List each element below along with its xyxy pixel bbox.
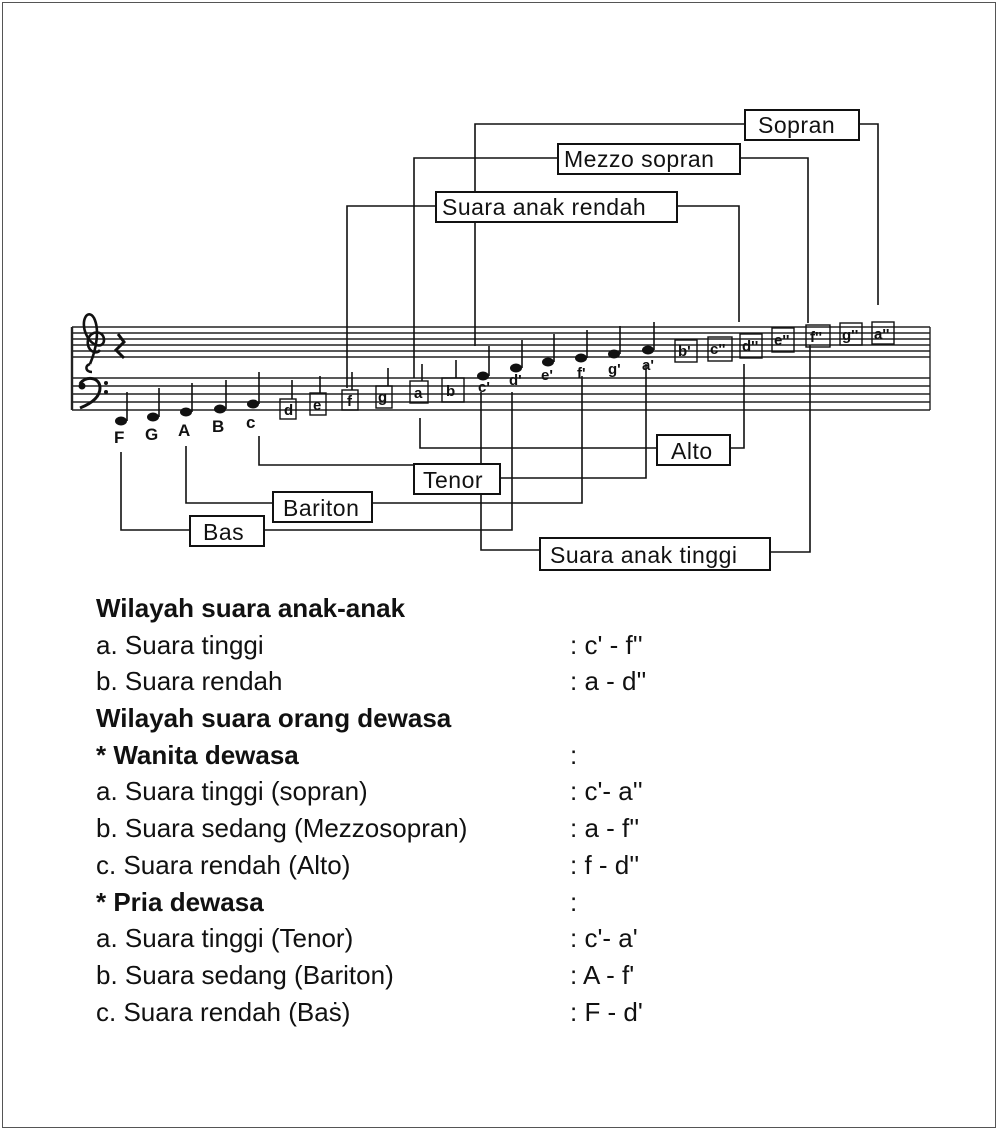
voice-box-suara-anak-rendah bbox=[436, 192, 677, 222]
legend-row-range: : bbox=[570, 886, 578, 917]
legend-row bbox=[96, 810, 796, 847]
note-label-c: c bbox=[246, 413, 256, 432]
note-label-g: g bbox=[378, 389, 388, 406]
note-label-g2: g'' bbox=[842, 327, 859, 344]
legend-row-label: Wilayah suara orang dewasa bbox=[96, 703, 452, 734]
rest-icon bbox=[116, 334, 124, 358]
legend-row-range: : bbox=[570, 739, 578, 770]
note-label-d2: d'' bbox=[742, 338, 759, 355]
note-label-c1: c' bbox=[478, 379, 490, 396]
svg-text:Alto: Alto bbox=[671, 438, 713, 464]
legend-row bbox=[96, 627, 796, 664]
legend-row bbox=[96, 773, 796, 810]
voice-box-mezzo-sopran bbox=[558, 144, 740, 174]
bass-clef-icon bbox=[79, 378, 109, 408]
legend-row-range: : c'- a'' bbox=[570, 776, 643, 807]
legend-row bbox=[96, 920, 796, 957]
treble-staff bbox=[72, 327, 930, 357]
note-label-g1: g' bbox=[608, 361, 621, 378]
note-label-d1: d' bbox=[509, 372, 522, 389]
legend-row bbox=[96, 847, 796, 884]
legend-row-range: : a - d'' bbox=[570, 666, 647, 697]
legend-row-label: b. Suara sedang (Mezzosopran) bbox=[96, 813, 468, 844]
voice-box-sopran bbox=[745, 110, 859, 140]
legend-row-range: : F - d' bbox=[570, 996, 643, 1027]
treble-clef-icon bbox=[84, 314, 104, 372]
legend-row bbox=[96, 590, 796, 627]
legend-row-label: c. Suara rendah (Baṡ) bbox=[96, 996, 351, 1027]
note-label-f2: f'' bbox=[810, 329, 823, 346]
note-label-e: e bbox=[313, 397, 322, 414]
voice-range-legend bbox=[96, 590, 796, 1030]
legend-row-range: : a - f'' bbox=[570, 813, 640, 844]
legend-row-label: c. Suara rendah (Alto) bbox=[96, 849, 351, 880]
legend-row-label: * Pria dewasa bbox=[96, 886, 264, 917]
note-label-c2: c'' bbox=[710, 341, 726, 358]
legend-row-range: : f - d'' bbox=[570, 849, 640, 880]
legend-row-label: Wilayah suara anak-anak bbox=[96, 593, 406, 623]
legend-row-label: b. Suara rendah bbox=[96, 666, 283, 697]
note-label-a: a bbox=[414, 385, 423, 402]
bass-low-notes bbox=[115, 372, 259, 426]
voice-box-bas bbox=[190, 516, 264, 546]
note-label-A: A bbox=[178, 421, 191, 440]
voice-box-alto bbox=[657, 435, 730, 465]
legend-row-range: : c'- a' bbox=[570, 923, 638, 954]
svg-text:Bariton: Bariton bbox=[283, 495, 360, 521]
svg-text:Tenor: Tenor bbox=[423, 467, 484, 493]
note-label-e1: e' bbox=[541, 367, 553, 384]
note-label-d: d bbox=[284, 402, 294, 419]
note-label-F: F bbox=[114, 428, 125, 447]
legend-row-label: a. Suara tinggi bbox=[96, 629, 264, 660]
note-label-B: B bbox=[212, 417, 225, 436]
legend-row bbox=[96, 994, 796, 1031]
legend-row-label: a. Suara tinggi (sopran) bbox=[96, 776, 368, 807]
svg-text:Suara anak rendah: Suara anak rendah bbox=[442, 194, 647, 220]
note-label-a1: a' bbox=[642, 357, 654, 374]
voice-box-bariton bbox=[273, 492, 372, 522]
legend-row bbox=[96, 663, 796, 700]
note-label-f1: f' bbox=[577, 365, 586, 382]
legend-row-label: * Wanita dewasa bbox=[96, 739, 299, 770]
legend-row bbox=[96, 737, 796, 774]
note-label-e2: e'' bbox=[774, 332, 790, 349]
note-label-G: G bbox=[145, 425, 159, 444]
note-label-b1: b' bbox=[678, 343, 691, 360]
note-label-a2: a'' bbox=[874, 326, 890, 343]
svg-text:Bas: Bas bbox=[203, 519, 245, 545]
note-label-f: f bbox=[347, 393, 352, 410]
legend-row-range: : c' - f'' bbox=[570, 629, 643, 660]
bass-staff bbox=[72, 378, 930, 410]
svg-text:Mezzo sopran: Mezzo sopran bbox=[564, 146, 715, 172]
legend-row-label: a. Suara tinggi (Tenor) bbox=[96, 923, 354, 954]
legend-row bbox=[96, 957, 796, 994]
note-label-b: b bbox=[446, 383, 456, 400]
legend-row-label: b. Suara sedang (Bariton) bbox=[96, 959, 394, 990]
svg-text:Sopran: Sopran bbox=[758, 112, 836, 138]
legend-row-range: : A - f' bbox=[570, 959, 635, 990]
legend-row bbox=[96, 700, 796, 737]
svg-text:Suara anak tinggi: Suara anak tinggi bbox=[550, 542, 738, 568]
voice-box-suara-anak-tinggi bbox=[540, 538, 770, 570]
legend-row bbox=[96, 884, 796, 921]
voice-box-tenor bbox=[414, 464, 500, 494]
